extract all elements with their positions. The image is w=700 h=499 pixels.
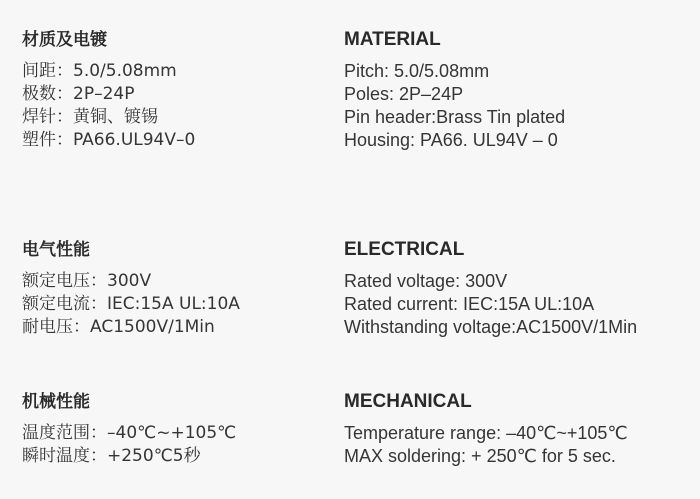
cn-material-lines: [22, 60, 322, 152]
en-mechanical-section: [344, 388, 684, 468]
en-electrical-section: [344, 236, 684, 339]
cn-withstand-voltage-line: 耐电压：AC1500V/1Min: [22, 317, 215, 337]
cn-poles-line: 极数：2P–24P: [22, 84, 135, 104]
en-electrical-heading: ELECTRICAL: [344, 239, 465, 260]
en-mechanical-lines: [344, 422, 684, 468]
en-pitch-line: Pitch: 5.0/5.08mm: [344, 61, 490, 81]
en-mechanical-heading: MECHANICAL: [344, 391, 472, 412]
cn-soldering-line: 瞬时温度：+250℃5秒: [22, 446, 201, 466]
en-rated-current-line: Rated current: IEC:15A UL:10A: [344, 294, 595, 314]
en-material-lines: [344, 60, 684, 152]
cn-electrical-lines: [22, 270, 322, 339]
cn-pin-line: 焊针：黄铜、镀锡: [22, 107, 158, 127]
cn-mechanical-section: [22, 388, 322, 468]
en-pin-header-line: Pin header:Brass Tin plated: [344, 107, 566, 127]
cn-mechanical-lines: [22, 422, 322, 468]
cn-housing-line: 塑件：PA66.UL94V–0: [22, 130, 196, 150]
en-material-section: [344, 26, 684, 152]
cn-electrical-heading: 电气性能: [22, 240, 90, 260]
cn-mechanical-heading: 机械性能: [22, 392, 90, 412]
cn-material-section: [22, 26, 322, 152]
en-rated-voltage-line: Rated voltage: 300V: [344, 271, 508, 291]
en-housing-line: Housing: PA66. UL94V – 0: [344, 130, 558, 150]
cn-electrical-section: [22, 236, 322, 339]
en-electrical-lines: [344, 270, 684, 339]
en-soldering-line: MAX soldering: + 250℃ for 5 sec.: [344, 446, 616, 466]
cn-temperature-line: 温度范围：–40℃~+105℃: [22, 423, 237, 443]
en-withstand-voltage-line: Withstanding voltage:AC1500V/1Min: [344, 317, 638, 337]
en-poles-line: Poles: 2P–24P: [344, 84, 464, 104]
cn-rated-voltage-line: 额定电压：300V: [22, 271, 152, 291]
cn-pitch-line: 间距：5.0/5.08mm: [22, 61, 177, 81]
cn-rated-current-line: 额定电流：IEC:15A UL:10A: [22, 294, 240, 314]
en-temperature-line: Temperature range: –40℃~+105℃: [344, 423, 628, 443]
en-material-heading: MATERIAL: [344, 29, 441, 50]
cn-material-heading: 材质及电镀: [22, 30, 107, 50]
